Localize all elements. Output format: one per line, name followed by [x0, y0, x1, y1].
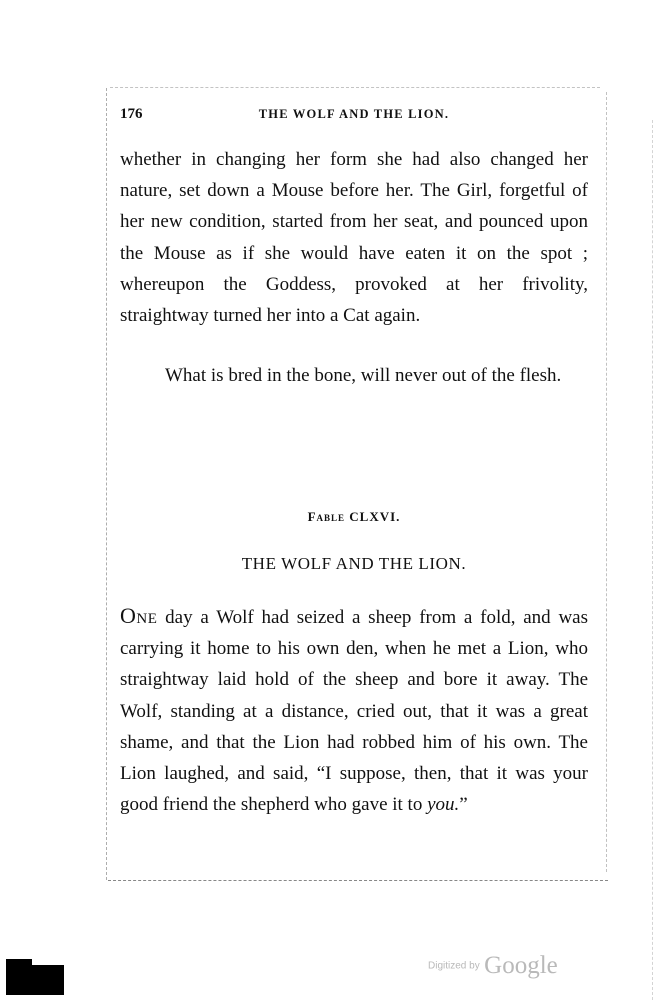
- page-number: 176: [120, 106, 143, 122]
- scan-border-left: [106, 88, 108, 880]
- closing-quote: ”: [459, 794, 468, 816]
- fable-number: Fable CLXVI.: [307, 509, 401, 524]
- fable-text-body: day a Wolf had seized a sheep from a fold, and was carrying it home to his own den, when he met a Lion, who straightway laid hold of the sheep and bore it away. The Wolf, standing at a distance, cried out, that it was a great shame, and that the Lion had robbed him of his own. The Lion laughed, and said, “I suppose, then, that it was your good friend the shepherd who gave it to: [120, 607, 588, 816]
- running-head: THE WOLF AND THE LION.: [258, 107, 450, 121]
- google-logo: Google: [484, 952, 558, 979]
- dropcap-word: One: [120, 603, 158, 628]
- body-paragraph: whether in changing her form she had also changed her nature, set down a Mouse before her. The Girl, forgetful of her new condition, started from her seat, and pounced upon the Mouse as if she would have eaten it on the spot ; whereupon the Goddess, provoked at her frivolity, straightway turned her into a Cat again.: [120, 149, 588, 327]
- fable-text: [120, 600, 588, 820]
- scan-border-right: [606, 92, 608, 872]
- fable-title: THE WOLF AND THE LION.: [241, 554, 467, 573]
- scan-artifact: [6, 965, 64, 995]
- fable-italic-word: you.: [427, 794, 460, 816]
- scan-border-bottom: [108, 880, 608, 882]
- scan-edge-right: [652, 120, 654, 1000]
- moral-paragraph: What is bred in the bone, will never out of the flesh.: [165, 365, 562, 386]
- digitized-prefix: Digitized by: [428, 960, 480, 972]
- page-header: [120, 106, 588, 126]
- digitized-watermark: [428, 952, 558, 980]
- scan-border-top: [110, 87, 600, 89]
